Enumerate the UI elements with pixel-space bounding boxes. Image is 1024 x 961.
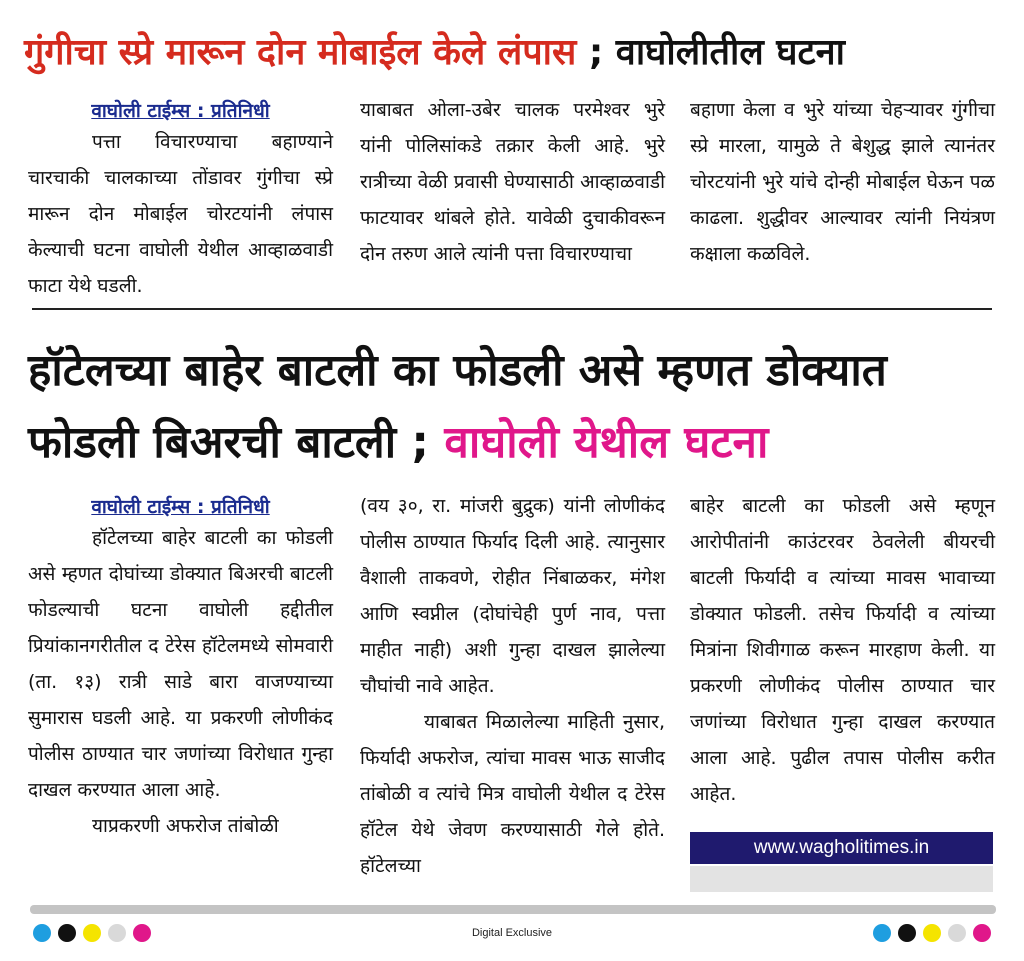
story2-column-3	[690, 488, 995, 812]
story2-headline-black: हॉटेलच्या बाहेर बाटली का फोडली असे म्हणत डोक्यात फोडली बिअरची बाटली ;	[28, 345, 887, 468]
story1-column-2	[360, 92, 665, 272]
footer-rule	[30, 905, 996, 914]
story2-col2-para2: याबाबत मिळालेल्या माहिती नुसार, फिर्यादी अफरोज, त्यांचा मावस भाऊ साजीद तांबोळी व त्यांचे मित्र वाघोली येथील द टेरेस हॉटेल येथे जेवण करण्यासाठी गेले होते. हॉटेलच्या	[360, 711, 665, 877]
story2-headline-pink: वाघोली येथील घटना	[444, 417, 769, 468]
story1-col3-text: बहाणा केला व भुरे यांच्या चेहऱ्यावर गुंगीचा स्प्रे मारला, यामुळे ते बेशुद्ध झाले त्यानंतर चोरटयांनी भुरे यांचे दोन्ही मोबाईल घेऊन पळ काढला. शुद्धीवर आल्यावर त्यांनी नियंत्रण कक्षाला कळविले.	[690, 99, 995, 265]
story2-headline	[28, 335, 1003, 479]
story2-column-1	[28, 494, 333, 844]
story2-col3-text: बाहेर बाटली का फोडली असे म्हणून आरोपीतांनी काउंटरवर ठेवलेली बीयरची बाटली फिर्यादी व त्यांच्या मावस भावाच्या डोक्यात फोडली. तसेच फिर्यादी व त्यांच्या मित्रांना शिवीगाळ करून मारहाण केली. या प्रकरणी लोणीकंद पोलीस ठाण्यात चार जणांच्या विरोधात गुन्हा दाखल करण्यात आला आहे. पुढील तपास पोलीस करीत आहेत.	[690, 495, 995, 805]
story2-col1-para2: याप्रकरणी अफरोज तांबोळी	[92, 815, 279, 837]
story1-headline-red: गुंगीचा स्प्रे मारून दोन मोबाईल केले लंपास	[24, 32, 577, 73]
story1-col2-text: याबाबत ओला-उबेर चालक परमेश्वर भुरे यांनी पोलिसांकडे तक्रार केली आहे. भुरे रात्रीच्या वेळी प्रवासी घेण्यासाठी आव्हाळवाडी फाटयावर थांबले होते. यावेळी दुचाकीवरून दोन तरुण आले त्यांनी पत्ता विचारण्याचा	[360, 99, 665, 265]
story1-headline-black: ; वाघोलीतील घटना	[576, 32, 845, 73]
section-divider	[32, 308, 992, 310]
story2-byline: वाघोली टाईम्स : प्रतिनिधी	[91, 496, 270, 518]
story2-column-2	[360, 488, 665, 884]
story1-col1-text: पत्ता विचारण्याचा बहाण्याने चारचाकी चालकाच्या तोंडावर गुंगीचा स्प्रे मारून दोन मोबाईल चोरटयांनी लंपास केल्याची घटना वाघोली येथील आव्हाळवाडी फाटा येथे घडली.	[28, 131, 333, 297]
story1-column-1	[28, 98, 333, 304]
story1-column-3	[690, 92, 995, 272]
story1-byline: वाघोली टाईम्स : प्रतिनिधी	[91, 100, 270, 122]
website-banner[interactable]: www.wagholitimes.in	[690, 832, 993, 864]
story2-col2-para1: (वय ३०, रा. मांजरी बुद्रुक) यांनी लोणीकंद पोलीस ठाण्यात फिर्याद दिली आहे. त्यानुसार वैशाली ताकवणे, रोहीत निंबाळकर, मंगेश आणि स्वप्नील (दोघांचेही पुर्ण नाव, पत्ता माहीत नाही) अशी गुन्हा दाखल झालेल्या चौघांची नावे आहेत.	[360, 495, 665, 697]
story2-col1-para1: हॉटेलच्या बाहेर बाटली का फोडली असे म्हणत दोघांच्या डोक्यात बिअरची बाटली फोडल्याची घटना वाघोली हद्दीतील प्रियांकानगरीतील द टेरेस हॉटेलमध्ये सोमवारी (ता. १३) रात्री साडे बारा वाजण्याच्या सुमारास घडली आहे. या प्रकरणी लोणीकंद पोलीस ठाण्यात चार जणांच्या विरोधात गुन्हा दाखल करण्यात आला आहे.	[28, 527, 333, 801]
footer-text: Digital Exclusive	[471, 927, 553, 939]
story1-headline	[24, 22, 1004, 84]
gray-bar	[690, 866, 993, 892]
